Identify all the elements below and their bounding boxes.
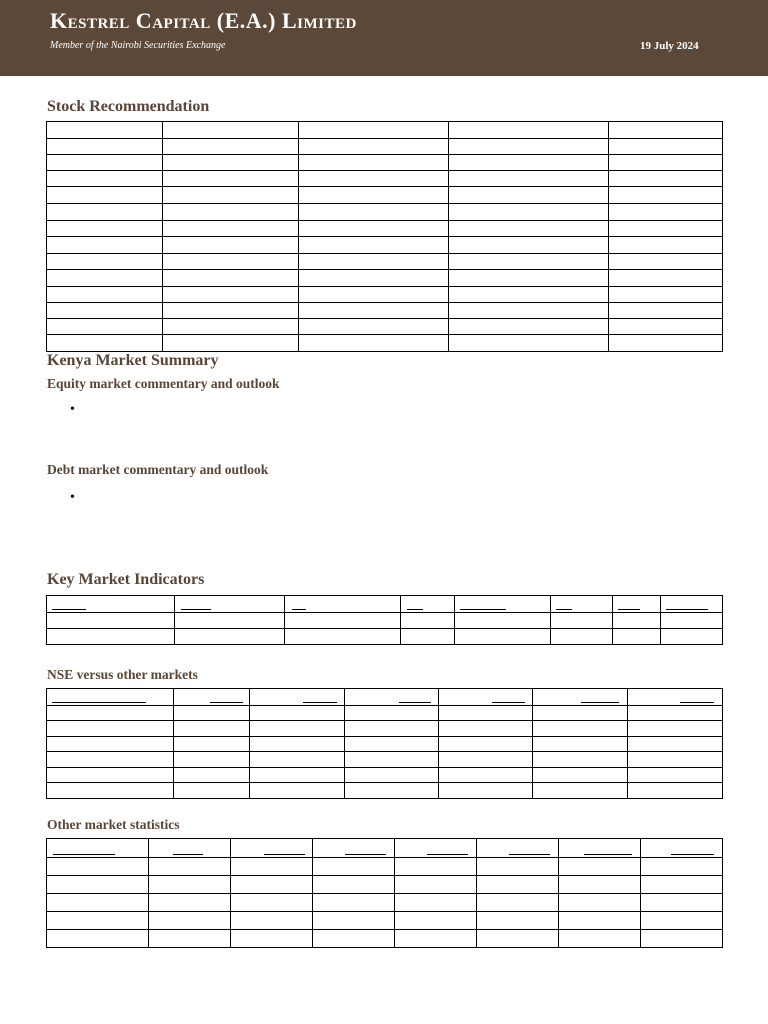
table-cell [439, 737, 533, 752]
table-cell [559, 912, 641, 930]
equity-commentary-heading: Equity market commentary and outlook [47, 376, 280, 391]
table-cell [395, 930, 477, 948]
table-cell [559, 894, 641, 912]
table-cell [231, 930, 313, 948]
table-cell [449, 287, 609, 303]
table-cell [47, 629, 175, 645]
table-cell [163, 122, 299, 139]
table-cell [163, 139, 299, 155]
table-cell [299, 254, 449, 270]
table-row [47, 876, 723, 894]
table-cell [299, 204, 449, 221]
table-cell [477, 912, 559, 930]
header-underline [303, 702, 337, 703]
table-cell [47, 287, 163, 303]
table-cell [47, 171, 163, 187]
table-cell [250, 706, 345, 721]
table-cell [641, 930, 723, 948]
table-cell [299, 287, 449, 303]
table-cell [559, 876, 641, 894]
table-cell [299, 237, 449, 254]
table-row [47, 204, 723, 221]
table-cell [175, 613, 285, 629]
header-underline [407, 609, 423, 610]
table-cell [439, 706, 533, 721]
table-cell [395, 858, 477, 876]
table-cell [47, 237, 163, 254]
table-cell [609, 139, 723, 155]
table-cell [345, 752, 439, 768]
table-cell [285, 629, 401, 645]
table-cell [47, 335, 163, 352]
table-cell [250, 737, 345, 752]
table-row [47, 783, 723, 799]
table-cell [313, 876, 395, 894]
table-cell [47, 254, 163, 270]
company-name: Kestrel Capital (E.A.) Limited [50, 8, 357, 33]
table-cell [163, 237, 299, 254]
table-cell [231, 912, 313, 930]
table-cell [231, 876, 313, 894]
table-cell [533, 721, 628, 737]
table-cell [47, 155, 163, 171]
table-cell [661, 613, 723, 629]
table-cell [47, 706, 174, 721]
table-row [47, 155, 723, 171]
table-cell [149, 876, 231, 894]
table-cell [609, 122, 723, 139]
table-cell [163, 270, 299, 287]
table-cell [449, 237, 609, 254]
table-cell [628, 752, 723, 768]
table-cell [628, 721, 723, 737]
table-cell [533, 737, 628, 752]
table-cell [533, 752, 628, 768]
table-row [47, 768, 723, 783]
table-cell [250, 783, 345, 799]
header-underline [210, 702, 243, 703]
table-cell [299, 171, 449, 187]
table-cell [285, 613, 401, 629]
table-cell [47, 187, 163, 204]
table-row [47, 270, 723, 287]
table-cell [609, 287, 723, 303]
table-cell [449, 221, 609, 237]
table-cell [395, 894, 477, 912]
table-cell [47, 768, 174, 783]
header-underline [492, 702, 525, 703]
table-cell [395, 876, 477, 894]
table-row [47, 629, 723, 645]
stock-recommendation-heading: Stock Recommendation [47, 98, 210, 115]
key-market-indicators-heading: Key Market Indicators [47, 571, 205, 588]
table-cell [299, 187, 449, 204]
header-underline [581, 702, 619, 703]
table-cell [477, 894, 559, 912]
table-cell [47, 270, 163, 287]
table-cell [250, 752, 345, 768]
table-cell [250, 768, 345, 783]
table-row [47, 721, 723, 737]
key-market-indicators-table [46, 595, 723, 645]
table-cell [477, 876, 559, 894]
other-market-statistics-heading: Other market statistics [47, 817, 180, 832]
table-cell [149, 894, 231, 912]
table-cell [149, 858, 231, 876]
table-cell [628, 768, 723, 783]
table-cell [533, 706, 628, 721]
header-underline [173, 854, 203, 855]
table-cell [439, 752, 533, 768]
table-cell [149, 930, 231, 948]
header-underline [52, 609, 86, 610]
table-cell [163, 221, 299, 237]
table-row [47, 303, 723, 319]
table-cell [455, 629, 551, 645]
report-date: 19 July 2024 [640, 40, 699, 52]
table-cell [401, 629, 455, 645]
header-underline [460, 609, 506, 610]
table-cell [628, 706, 723, 721]
table-row [47, 335, 723, 352]
table-cell [149, 912, 231, 930]
table-cell [47, 139, 163, 155]
table-cell [163, 303, 299, 319]
table-cell [609, 187, 723, 204]
table-cell [609, 254, 723, 270]
table-cell [47, 930, 149, 948]
debt-commentary-bullet: • [70, 490, 75, 505]
table-cell [299, 139, 449, 155]
table-row [47, 139, 723, 155]
header-underline [181, 609, 211, 610]
table-cell [299, 122, 449, 139]
table-cell [609, 204, 723, 221]
table-cell [439, 721, 533, 737]
table-cell [609, 237, 723, 254]
table-cell [449, 204, 609, 221]
table-row [47, 221, 723, 237]
table-cell [163, 171, 299, 187]
table-cell [449, 335, 609, 352]
table-cell [47, 737, 174, 752]
company-tagline: Member of the Nairobi Securities Exchange [50, 40, 226, 51]
table-cell [641, 894, 723, 912]
table-row [47, 930, 723, 948]
table-cell [449, 187, 609, 204]
table-cell [313, 912, 395, 930]
table-cell [449, 270, 609, 287]
header-underline [618, 609, 640, 610]
table-cell [47, 894, 149, 912]
table-cell [609, 171, 723, 187]
table-cell [449, 122, 609, 139]
table-cell [661, 629, 723, 645]
table-cell [477, 930, 559, 948]
table-row [47, 912, 723, 930]
table-cell [533, 768, 628, 783]
table-cell [163, 187, 299, 204]
table-cell [174, 752, 250, 768]
table-cell [609, 221, 723, 237]
table-cell [551, 613, 613, 629]
table-cell [174, 737, 250, 752]
header-underline [345, 854, 386, 855]
table-cell [609, 270, 723, 287]
table-cell [47, 752, 174, 768]
table-cell [345, 706, 439, 721]
table-row [47, 237, 723, 254]
header-underline [399, 702, 431, 703]
table-cell [559, 930, 641, 948]
table-cell [47, 613, 175, 629]
table-cell [163, 319, 299, 335]
table-cell [401, 613, 455, 629]
table-cell [174, 783, 250, 799]
table-cell [609, 303, 723, 319]
table-cell [609, 335, 723, 352]
table-row [47, 287, 723, 303]
table-cell [47, 204, 163, 221]
table-cell [449, 303, 609, 319]
table-cell [439, 783, 533, 799]
table-row [47, 613, 723, 629]
table-cell [559, 858, 641, 876]
header-underline [509, 854, 550, 855]
nse-vs-other-markets-heading: NSE versus other markets [47, 667, 198, 682]
header-underline [264, 854, 305, 855]
header-underline [53, 854, 115, 855]
table-cell [449, 171, 609, 187]
table-cell [628, 737, 723, 752]
table-cell [533, 783, 628, 799]
table-cell [299, 319, 449, 335]
table-cell [551, 629, 613, 645]
table-cell [345, 721, 439, 737]
table-cell [163, 155, 299, 171]
table-cell [47, 783, 174, 799]
header-underline [680, 702, 714, 703]
table-cell [175, 629, 285, 645]
table-cell [609, 319, 723, 335]
table-row [47, 187, 723, 204]
header-underline [666, 609, 708, 610]
table-cell [613, 629, 661, 645]
table-cell [609, 155, 723, 171]
table-cell [47, 319, 163, 335]
table-cell [174, 768, 250, 783]
table-row [47, 858, 723, 876]
header-underline [584, 854, 632, 855]
table-row [47, 894, 723, 912]
table-cell [299, 155, 449, 171]
table-cell [163, 204, 299, 221]
table-cell [313, 930, 395, 948]
table-cell [299, 221, 449, 237]
table-row [47, 254, 723, 270]
table-cell [47, 303, 163, 319]
table-cell [345, 768, 439, 783]
table-cell [47, 858, 149, 876]
table-cell [641, 858, 723, 876]
table-cell [449, 254, 609, 270]
table-row [47, 737, 723, 752]
table-cell [174, 706, 250, 721]
table-cell [163, 254, 299, 270]
table-cell [47, 876, 149, 894]
table-cell [449, 155, 609, 171]
table-cell [231, 858, 313, 876]
header-underline [52, 702, 146, 703]
stock-recommendation-table [46, 121, 723, 352]
table-cell [345, 737, 439, 752]
table-cell [449, 139, 609, 155]
header-underline [427, 854, 468, 855]
table-row [47, 122, 723, 139]
table-row [47, 171, 723, 187]
table-cell [313, 894, 395, 912]
report-header [0, 0, 768, 76]
table-row [47, 689, 723, 706]
table-cell [47, 912, 149, 930]
table-cell [250, 721, 345, 737]
table-cell [439, 768, 533, 783]
table-cell [628, 783, 723, 799]
table-cell [231, 894, 313, 912]
table-cell [47, 221, 163, 237]
table-cell [641, 876, 723, 894]
header-underline [671, 854, 714, 855]
table-row [47, 706, 723, 721]
equity-commentary-bullet: • [70, 402, 75, 417]
table-cell [47, 122, 163, 139]
table-cell [449, 319, 609, 335]
table-cell [163, 287, 299, 303]
table-cell [313, 858, 395, 876]
table-cell [163, 335, 299, 352]
table-cell [613, 613, 661, 629]
table-cell [641, 912, 723, 930]
table-cell [174, 721, 250, 737]
table-cell [345, 783, 439, 799]
table-row [47, 319, 723, 335]
table-cell [395, 912, 477, 930]
table-row [47, 752, 723, 768]
table-cell [477, 858, 559, 876]
nse-vs-other-markets-table [46, 688, 723, 799]
kenya-market-summary-heading: Kenya Market Summary [47, 352, 219, 369]
header-underline [556, 609, 572, 610]
table-cell [299, 335, 449, 352]
table-cell [455, 613, 551, 629]
debt-commentary-heading: Debt market commentary and outlook [47, 462, 269, 477]
table-cell [47, 721, 174, 737]
header-underline [292, 609, 306, 610]
table-cell [299, 303, 449, 319]
table-cell [299, 270, 449, 287]
